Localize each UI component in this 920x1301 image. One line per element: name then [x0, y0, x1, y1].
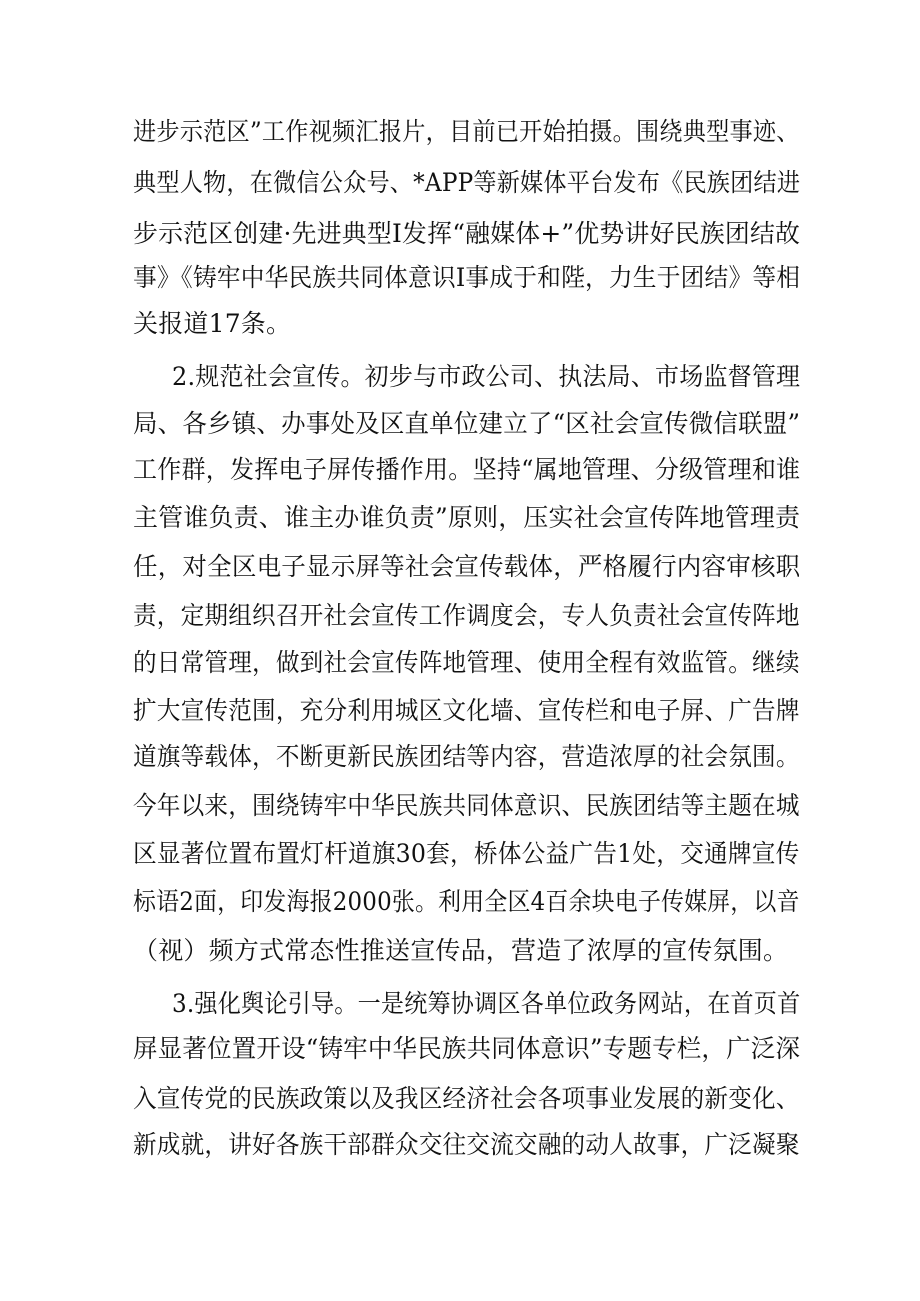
text-line: 工作群，发挥电子屏传播作用。坚持“属地管理、分级管理和谁 [133, 455, 801, 484]
text-line: 主管谁负责、谁主办谁负责”原则，压实社会宣传阵地管理责 [133, 503, 801, 532]
text-line: 任，对全区电子显示屏等社会宣传载体，严格履行内容审核职 [133, 552, 801, 581]
text-line: 道旗等载体，不断更新民族团结等内容，营造浓厚的社会氛围。 [133, 742, 800, 771]
paragraph-start-line: 3.强化舆论引导。一是统筹协调区各单位政务网站，在首页首 [172, 989, 801, 1018]
text-line: 屏显著位置开设“铸牢中华民族共同体意识”专题专栏，广泛深 [133, 1034, 801, 1063]
text-line: 典型人物，在微信公众号、*APP等新媒体平台发布《民族团结进 [133, 168, 801, 197]
text-line: 入宣传党的民族政策以及我区经济社会各项事业发展的新变化、 [133, 1084, 800, 1113]
text-line: 关报道17条。 [133, 309, 292, 338]
text-line: 区显著位置布置灯杆道旗30套，桥体公益广告1处，交通牌宣传 [133, 839, 800, 868]
text-line: 扩大宣传范围，充分利用城区文化墙、宣传栏和电子屏、广告牌 [133, 696, 800, 725]
paragraph-start-line: 2.规范社会宣传。初步与市政公司、执法局、市场监督管理 [172, 362, 801, 391]
text-line: 局、各乡镇、办事处及区直单位建立了“区社会宣传微信联盟” [133, 409, 801, 438]
text-line: 今年以来，围绕铸牢中华民族共同体意识、民族团结等主题在城 [133, 791, 800, 820]
text-line: 标语2面，印发海报2000张。利用全区4百余块电子传媒屏，以音 [133, 887, 800, 916]
text-line: 事》《铸牢中华民族共同体意识I事成于和陛，力生于团结》等相 [133, 263, 801, 292]
text-line: 的日常管理，做到社会宣传阵地管理、使用全程有效监管。继续 [133, 648, 800, 677]
text-line: （视）频方式常态性推送宣传品，营造了浓厚的宣传氛围。 [133, 936, 789, 965]
text-line: 步示范区创建·先进典型I发挥“融媒体+”优势讲好民族团结故 [133, 219, 801, 248]
text-line: 进步示范区”工作视频汇报片，目前已开始拍摄。围绕典型事迹、 [133, 117, 800, 146]
text-line: 责，定期组织召开社会宣传工作调度会，专人负责社会宣传阵地 [133, 601, 800, 630]
text-line: 新成就，讲好各族干部群众交往交流交融的动人故事，广泛凝聚 [133, 1130, 800, 1159]
